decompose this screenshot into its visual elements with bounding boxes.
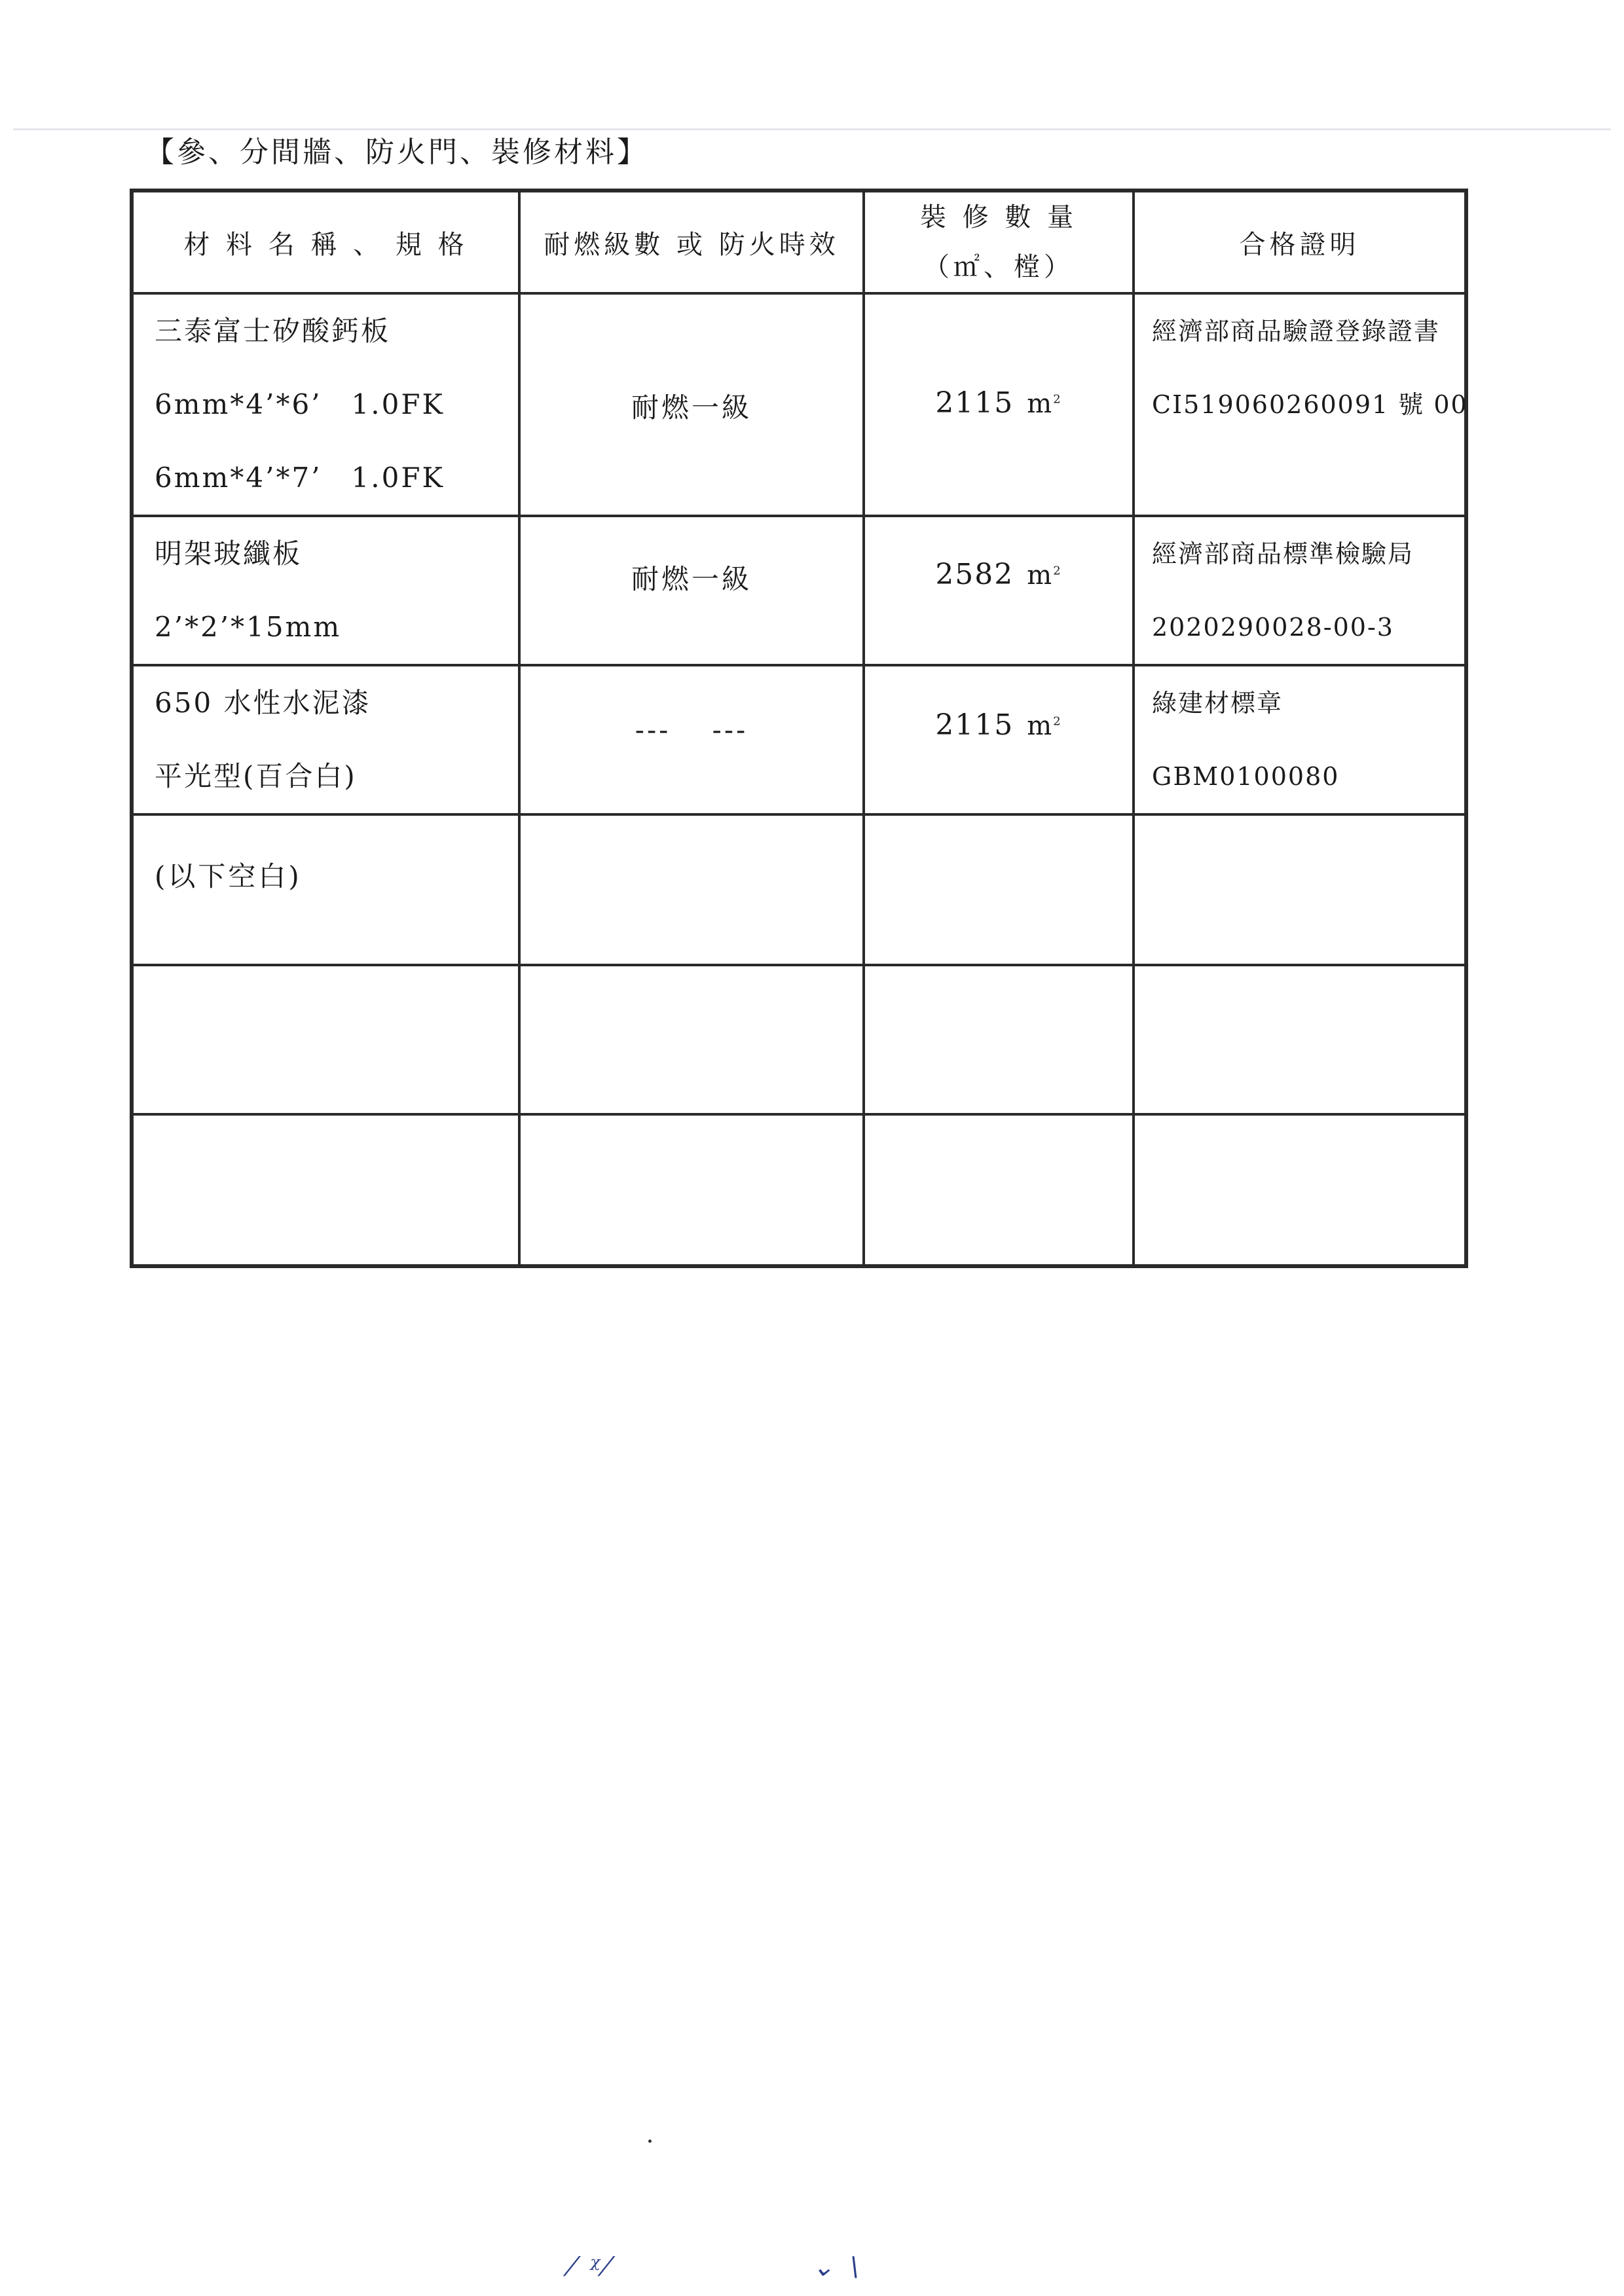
material-spec: 2’*2’*15mm — [155, 611, 342, 643]
empty-cell — [864, 965, 1134, 1114]
empty-cell — [864, 1114, 1134, 1266]
material-name: 明架玻纖板 — [155, 538, 303, 570]
certificate-issuer: 經濟部商品驗證登錄證書 — [1152, 317, 1441, 346]
certificate-cell — [1134, 516, 1466, 665]
table-row — [132, 293, 1466, 516]
scan-speck — [648, 2140, 652, 2143]
quantity-cell: 2582 $m^2$ — [864, 516, 1134, 665]
signature-mark: ⁄ ᵡ⁄ — [570, 2252, 613, 2282]
table-row — [132, 965, 1466, 1114]
material-name: 三泰富士矽酸鈣板 — [155, 315, 391, 347]
material-name: 650 水性水泥漆 — [155, 687, 371, 719]
certificate-number: GBM0100080 — [1152, 762, 1340, 791]
header-fire-grade: 耐燃級數 或 防火時效 — [519, 191, 864, 293]
empty-cell — [519, 1114, 864, 1266]
certificate-issuer: 綠建材標章 — [1152, 689, 1283, 718]
certificate-cell — [1134, 293, 1466, 516]
material-spec: 6mm*4’*7’ 1.0FK — [155, 462, 445, 494]
quantity-cell: 2115 $m^2$ — [864, 293, 1134, 516]
table-row — [132, 516, 1466, 665]
certificate-number: 2020290028-00-3 — [1152, 613, 1394, 642]
materials-table — [130, 189, 1468, 1268]
material-name-cell — [132, 665, 519, 814]
material-name-cell — [132, 293, 519, 516]
section-title: 【參、分間牆、防火門、裝修材料】 — [145, 136, 648, 169]
fire-grade-cell: --- --- — [519, 665, 864, 814]
table-header-row — [132, 191, 1466, 293]
quantity-cell: 2115 $m^2$ — [864, 665, 1134, 814]
certificate-cell — [1134, 665, 1466, 814]
blank-note-cell — [132, 814, 519, 965]
signature-mark: ⌄ \ — [812, 2252, 863, 2282]
empty-cell — [519, 965, 864, 1114]
material-name-cell — [132, 516, 519, 665]
empty-cell — [864, 814, 1134, 965]
certificate-issuer: 經濟部商品標準檢驗局 — [1152, 539, 1414, 568]
empty-cell — [519, 814, 864, 965]
header-quantity: 裝 修 數 量 （㎡、樘） — [864, 191, 1134, 293]
empty-cell — [132, 1114, 519, 1266]
header-material-name: 材 料 名 稱 、 規 格 — [132, 191, 519, 293]
empty-cell — [1134, 965, 1466, 1114]
table-row — [132, 814, 1466, 965]
material-spec: 6mm*4’*6’ 1.0FK — [155, 388, 445, 420]
table-row — [132, 1114, 1466, 1266]
fire-grade-cell: 耐燃一級 — [519, 293, 864, 516]
table-row — [132, 665, 1466, 814]
empty-cell — [132, 965, 519, 1114]
empty-cell — [1134, 814, 1466, 965]
blank-note: (以下空白) — [155, 860, 302, 892]
header-certificate: 合格證明 — [1134, 191, 1466, 293]
material-spec: 平光型(百合白) — [155, 760, 357, 792]
empty-cell — [1134, 1114, 1466, 1266]
certificate-number: CI519060260091 號 00 — [1152, 390, 1468, 419]
fire-grade-cell: 耐燃一級 — [519, 516, 864, 665]
